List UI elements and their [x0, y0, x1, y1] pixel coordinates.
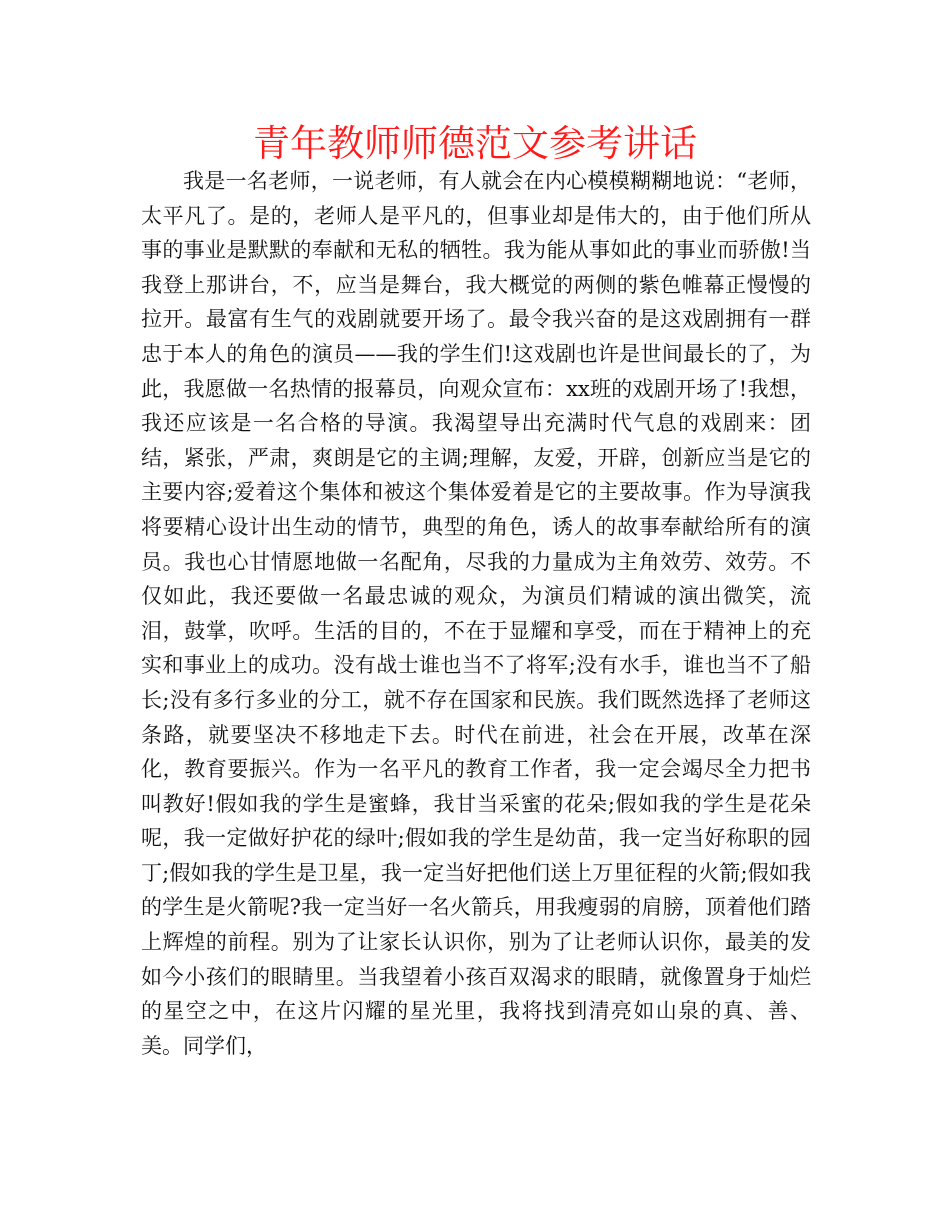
document-title: 青年教师师德范文参考讲话 [253, 122, 697, 165]
body-paragraph: 我是一名老师，一说老师，有人就会在内心模模糊糊地说：“老师，太平凡了。是的，老师人是平凡的，但事业却是伟大的，由于他们所从事的事业是默默的奉献和无私的牺牲。我为能从事如此的事业而骄傲!当我登上那讲台，不，应当是舞台，我大概觉的两侧的紫色帷幕正慢慢的拉开。最富有生气的戏剧就要开场了。最令我兴奋的是这戏剧拥有一群忠于本人的角色的演员——我的学生们!这戏剧也许是世间最长的了，为此，我愿做一名热情的报幕员，向观众宣布：xx班的戏剧开场了!我想，我还应该是一名合格的导演。我渴望导出充满时代气息的戏剧来：团结，紧张，严肃，爽朗是它的主调;理解，友爱，开辟，创新应当是它的主要内容;爱着这个集体和被这个集体爱着是它的主要故事。作为导演我将要精心设计出生动的情节，典型的角色，诱人的故事奉献给所有的演员。我也心甘情愿地做一名配角，尽我的力量成为主角效劳、效劳。不仅如此，我还要做一名最忠诚的观众，为演员们精诚的演出微笑，流泪，鼓掌，吹呼。生活的目的，不在于显耀和享受，而在于精神上的充实和事业上的成功。没有战士谁也当不了将军;没有水手，谁也当不了船长;没有多行多业的分工，就不存在国家和民族。我们既然选择了老师这条路，就要坚决不移地走下去。时代在前进，社会在开展，改革在深化，教育要振兴。作为一名平凡的教育工作者，我一定会竭尽全力把书叫教好!假如我的学生是蜜蜂，我甘当采蜜的花朵;假如我的学生是花朵呢，我一定做好护花的绿叶;假如我的学生是幼苗，我一定当好称职的园丁;假如我的学生是卫星，我一定当好把他们送上万里征程的火箭;假如我的学生是火箭呢?我一定当好一名火箭兵，用我瘦弱的肩膀，顶着他们踏上辉煌的前程。别为了让家长认识你，别为了让老师认识你，最美的发如今小孩们的眼睛里。当我望着小孩百双渴求的眼睛，就像置身于灿烂的星空之中，在这片闪耀的星光里，我将找到清亮如山泉的真、善、美。同学们， [141, 169, 811, 1058]
